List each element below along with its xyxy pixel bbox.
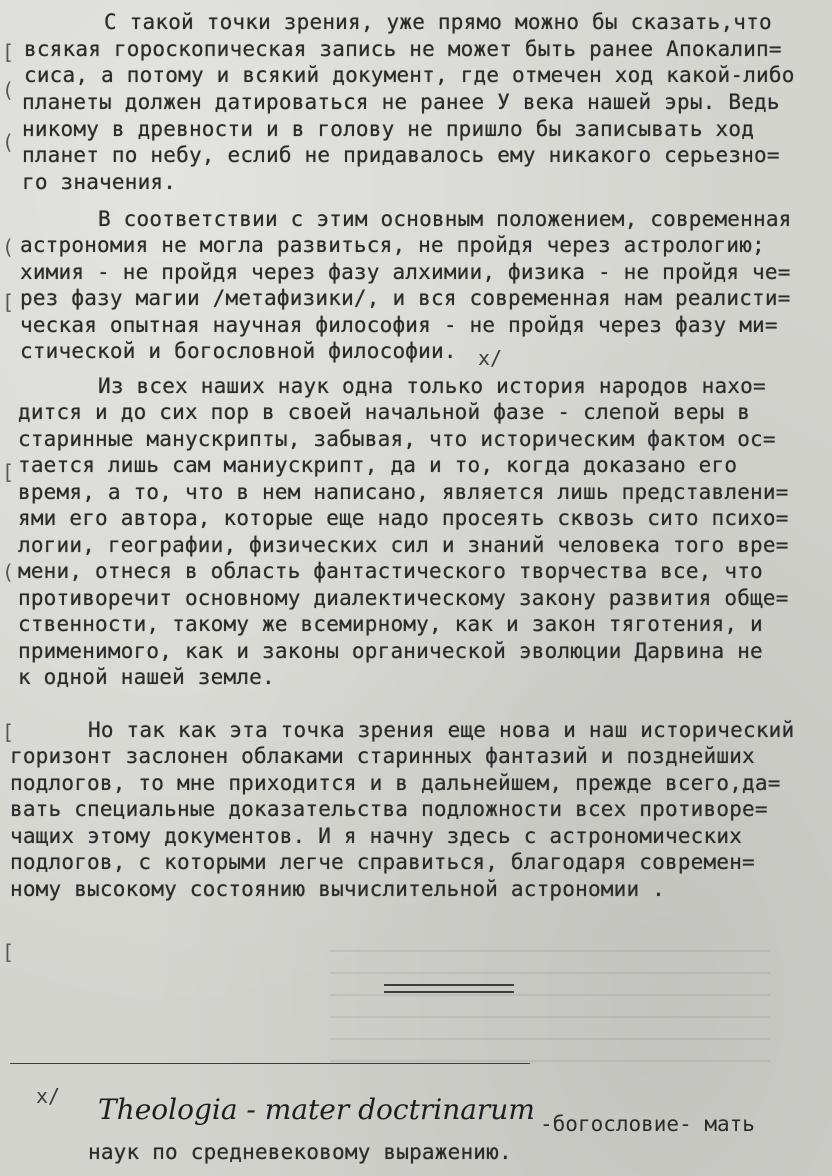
text-line: сиса, а потому и всякий документ, где отмечен ход какой-либо: [24, 63, 795, 87]
margin-mark: [: [2, 720, 15, 744]
text-line: С такой точки зрения, уже прямо можно бы сказать,что: [104, 10, 772, 34]
text-line: рез фазу магии /метафизики/, и вся современная нам реалисти=: [20, 286, 791, 310]
text-line: время, а то, что в нем написано, является лишь представлени=: [18, 480, 789, 504]
text-line: горизонт заслонен облаками старинных фантазий и позднейших: [10, 744, 755, 768]
text-line: ному высокому состоянию вычислительной астрономии .: [10, 877, 665, 901]
separator-rule: [384, 984, 514, 986]
text-line: логии, географии, физических сил и знаний человека того вре=: [18, 533, 789, 557]
text-line: никому в древности и в голову не пришло бы записывать ход: [22, 117, 755, 141]
margin-mark: [: [2, 940, 15, 964]
text-line: Но так как эта точка зрения еще нова и наш исторический: [88, 718, 795, 742]
text-line: планеты должен датироваться не ранее У века нашей эры. Ведь: [22, 90, 780, 114]
separator-rule: [384, 991, 514, 993]
text-line: стической и богословной философии.: [20, 339, 457, 363]
margin-mark: [: [2, 460, 15, 484]
text-line: вать специальные доказательства подложности всех противоре=: [10, 797, 768, 821]
text-line: В соответствии с этим основным положением, современная: [98, 207, 792, 231]
text-line: старинные манускрипты, забывая, что историческим фактом ос=: [18, 427, 776, 451]
text-line: всякая гороскопическая запись не может быть ранее Апокалип=: [24, 37, 782, 61]
footnote-rule: [10, 1063, 530, 1064]
margin-mark: (: [2, 235, 15, 259]
text-line: тается лишь сам маниускрипт, да и то, когда доказано его: [18, 453, 738, 477]
text-line: применимого, как и законы органической эволюции Дарвина не: [18, 639, 763, 663]
text-line: чащих этому документов. И я начну здесь с астрономических: [10, 824, 743, 848]
text-line: планет по небу, еслиб не придавалось ему никакого серьезно=: [22, 143, 780, 167]
text-line: ческая опытная научная философия - не пройдя через фазу ми=: [20, 313, 778, 337]
handwritten-latin-phrase: Theologia - mater doctrinarum: [98, 1093, 535, 1126]
text-line: химия - не пройдя через фазу алхимии, физика - не пройдя че=: [20, 260, 791, 284]
margin-mark: [: [2, 40, 15, 64]
margin-mark: (: [2, 78, 15, 102]
footnote-text: -богословие- мать: [540, 1112, 755, 1136]
footnote-text: наук по средневековому выражению.: [88, 1140, 512, 1164]
margin-mark: (: [2, 130, 15, 154]
text-line: Из всех наших наук одна только история народов нахо=: [98, 374, 766, 398]
text-line: мени, отнеся в область фантастического творчества все, что: [18, 559, 763, 583]
margin-mark: [: [2, 290, 15, 314]
text-line: подлогов, с которыми легче справиться, благодаря современ=: [10, 850, 755, 874]
margin-mark: (: [2, 560, 15, 584]
bleed-through-texture: [330, 950, 770, 1070]
text-line: го значения.: [22, 170, 177, 194]
text-line: противоречит основному диалектическому закону развития обще=: [18, 586, 789, 610]
text-line: астрономия не могла развиться, не пройдя через астрологию;: [20, 233, 765, 257]
text-line: подлогов, то мне приходится и в дальнейшем, прежде всего,да=: [10, 771, 781, 795]
text-line: ственности, такому же всемирному, как и закон тяготения, и: [18, 612, 763, 636]
text-line: к одной нашей земле.: [18, 665, 275, 689]
footnote-marker: x/: [36, 1084, 61, 1108]
text-line: ями его автора, которые еще надо просеять сквозь сито психо=: [18, 506, 789, 530]
footnote-reference: x/: [478, 346, 503, 370]
text-line: дится и до сих пор в своей начальной фазе - слепой веры в: [18, 400, 751, 424]
